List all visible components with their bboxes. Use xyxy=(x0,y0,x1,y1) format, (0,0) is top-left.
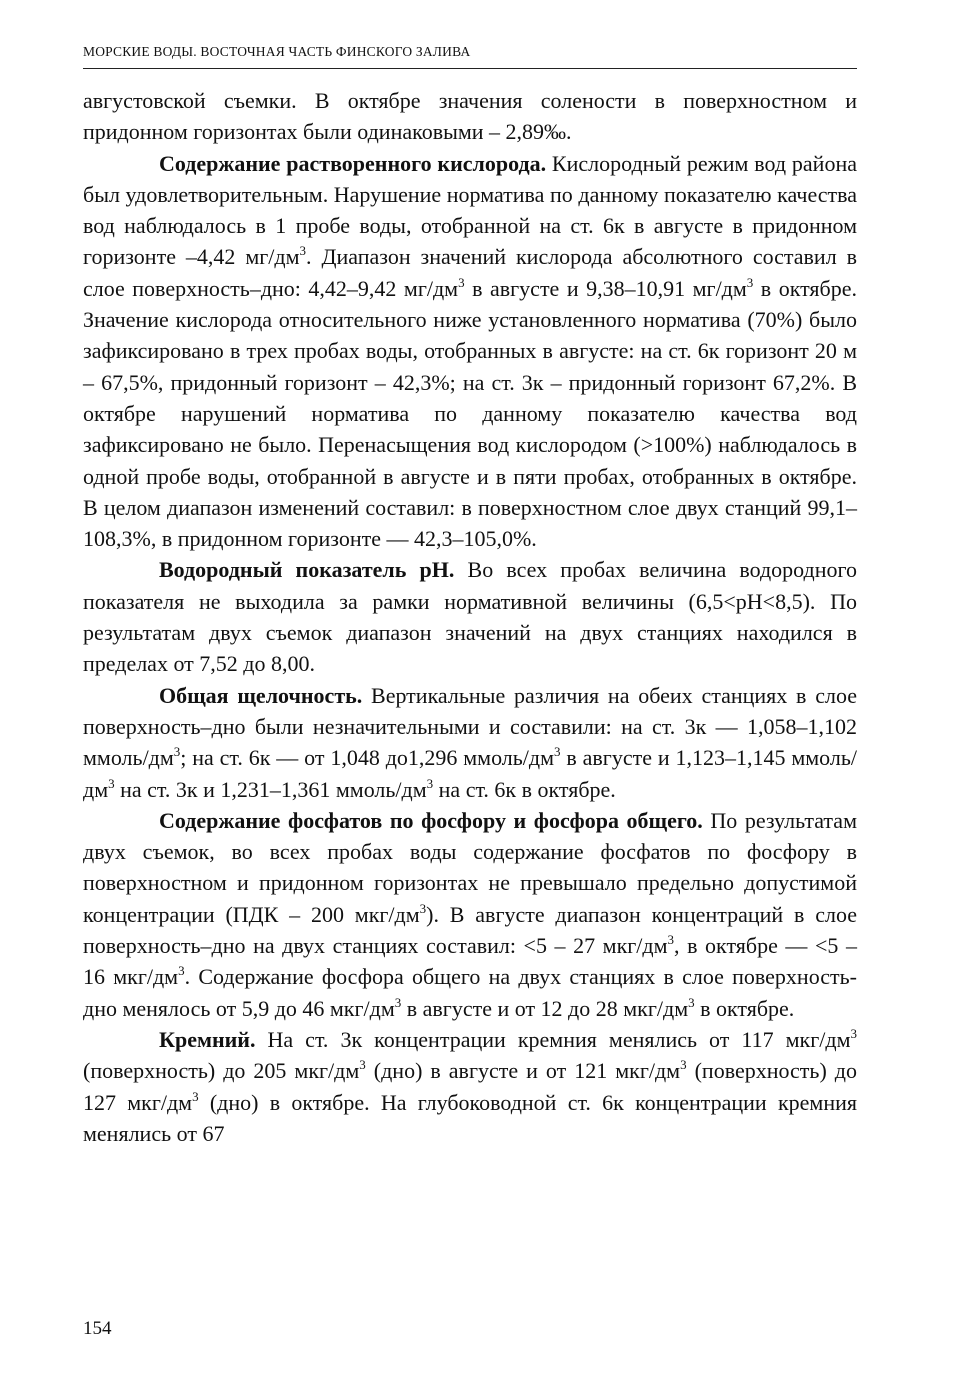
superscript: 3 xyxy=(426,775,434,791)
text-run: в августе и 1,123–1,145 ммоль/дм xyxy=(83,745,857,802)
paragraph xyxy=(83,85,857,148)
superscript: 3 xyxy=(688,994,695,1010)
superscript: 3 xyxy=(173,744,181,760)
superscript: 3 xyxy=(178,963,185,979)
superscript: 3 xyxy=(850,1025,857,1041)
header-rule xyxy=(83,68,857,69)
page-number: 154 xyxy=(83,1318,112,1339)
text-run: (поверхность) до 205 мкг/дм xyxy=(83,1058,360,1084)
paragraph xyxy=(83,680,857,805)
superscript: 3 xyxy=(299,243,307,259)
body-text xyxy=(83,85,857,1149)
superscript: 3 xyxy=(554,744,561,760)
text-run: на ст. 6к в октябре. xyxy=(433,776,616,802)
text-run: в августе и 9,38–10,91 мг/дм xyxy=(464,275,747,301)
text-run: Во всех пробах величина водородного показателя не выходила за рамки нормативной величины (6,5<pH<8,5). По результатам двух съемок диапазон значений на двух станциях находился в пределах от 7,52 до 8,00. xyxy=(83,557,857,677)
text-run: ; на ст. 6к — от 1,048 до1,296 ммоль/дм xyxy=(180,745,555,771)
text-run: августовской съемки. В октябре значения солености в поверхностном и придонном горизонтах были одинаковыми – 2,89‰. xyxy=(83,88,857,145)
running-header: МОРСКИЕ ВОДЫ. ВОСТОЧНАЯ ЧАСТЬ ФИНСКОГО ЗАЛИВА xyxy=(83,44,471,59)
section-heading: Кремний. xyxy=(159,1026,256,1052)
text-run: в октябре. Значение кислорода относительного ниже установленного норматива (70%) было зафиксировано в трех пробах воды, отобранных в августе: на ст. 6к горизонт 20 м – 67,5%, придонный горизонт – 42,3%; на ст. 3к – придонный горизонт 67,2%. В октябре нарушений норматива по данному показателю качества вод зафиксировано не было. Перенасыщения вод кислородом (>100%) наблюдалось в одной пробе воды, отобранной в августе и в пяти пробах, отобранных в октябре. В целом диапазон изменений составил: в поверхностном слое двух станций 99,1–108,3%, в придонном горизонте — 42,3–105,0%. xyxy=(83,275,858,552)
superscript: 3 xyxy=(359,1057,366,1073)
superscript: 3 xyxy=(394,994,402,1010)
superscript: 3 xyxy=(458,274,465,290)
superscript: 3 xyxy=(419,900,427,916)
text-run: Кислородный режим вод района был удовлетворительным. Нарушение норматива по данному показателю качества вод наблюдалось в 1 пробе воды, отобранной на ст. 6к в августе в придонном горизонте –4,42 мг/дм xyxy=(83,150,857,270)
text-run: На ст. 3к концентрации кремния менялись от 117 мкг/дм xyxy=(255,1026,851,1052)
text-run: в октябре. xyxy=(694,995,795,1021)
section-heading: Водородный показатель рН. xyxy=(159,557,455,583)
text-run: Вертикальные различия на обеих станциях в слое поверхность–дно были незначительными и составили: на ст. 3к — 1,058–1,102 ммоль/дм xyxy=(83,682,857,771)
text-run: По результатам двух съемок, во всех пробах воды содержание фосфатов по фосфору в поверхностном и придонном горизонтах не превышало предельно допустимой концентрации (ПДК – 200 мкг/дм xyxy=(83,807,857,927)
text-run: (дно) в августе и от 121 мкг/дм xyxy=(365,1058,681,1084)
text-run: , в октябре — <5 – 16 мкг/дм xyxy=(83,933,857,990)
superscript: 3 xyxy=(746,274,754,290)
text-run: . Диапазон значений кислорода абсолютного составил в слое поверхность–дно: 4,42–9,42 мг/дм xyxy=(83,244,858,301)
text-run: . Содержание фосфора общего на двух станциях в слое поверхность-дно менялось от 5,9 до 46 мкг/дм xyxy=(83,964,857,1021)
text-run: (поверхность) до 127 мкг/дм xyxy=(83,1058,857,1115)
paragraph xyxy=(83,554,857,679)
paragraph xyxy=(83,805,857,1024)
superscript: 3 xyxy=(680,1057,687,1073)
text-run: на ст. 3к и 1,231–1,361 ммоль/дм xyxy=(114,776,427,802)
superscript: 3 xyxy=(108,775,115,791)
superscript: 3 xyxy=(667,932,675,948)
section-heading: Содержание растворенного кислорода. xyxy=(159,150,547,176)
text-run: в августе и от 12 до 28 мкг/дм xyxy=(401,995,689,1021)
paragraph xyxy=(83,148,857,555)
superscript: 3 xyxy=(192,1088,199,1104)
paragraph xyxy=(83,1024,857,1149)
section-heading: Содержание фосфатов по фосфору и фосфора общего. xyxy=(159,807,703,833)
text-run: (дно) в октябре. На глубоководной ст. 6к концентрации кремния менялись от 67 xyxy=(83,1089,857,1146)
text-run: ). В августе диапазон концентраций в слое поверхность–дно на двух станциях составил: <5 – 27 мкг/дм xyxy=(83,901,857,959)
section-heading: Общая щелочность. xyxy=(159,682,363,708)
